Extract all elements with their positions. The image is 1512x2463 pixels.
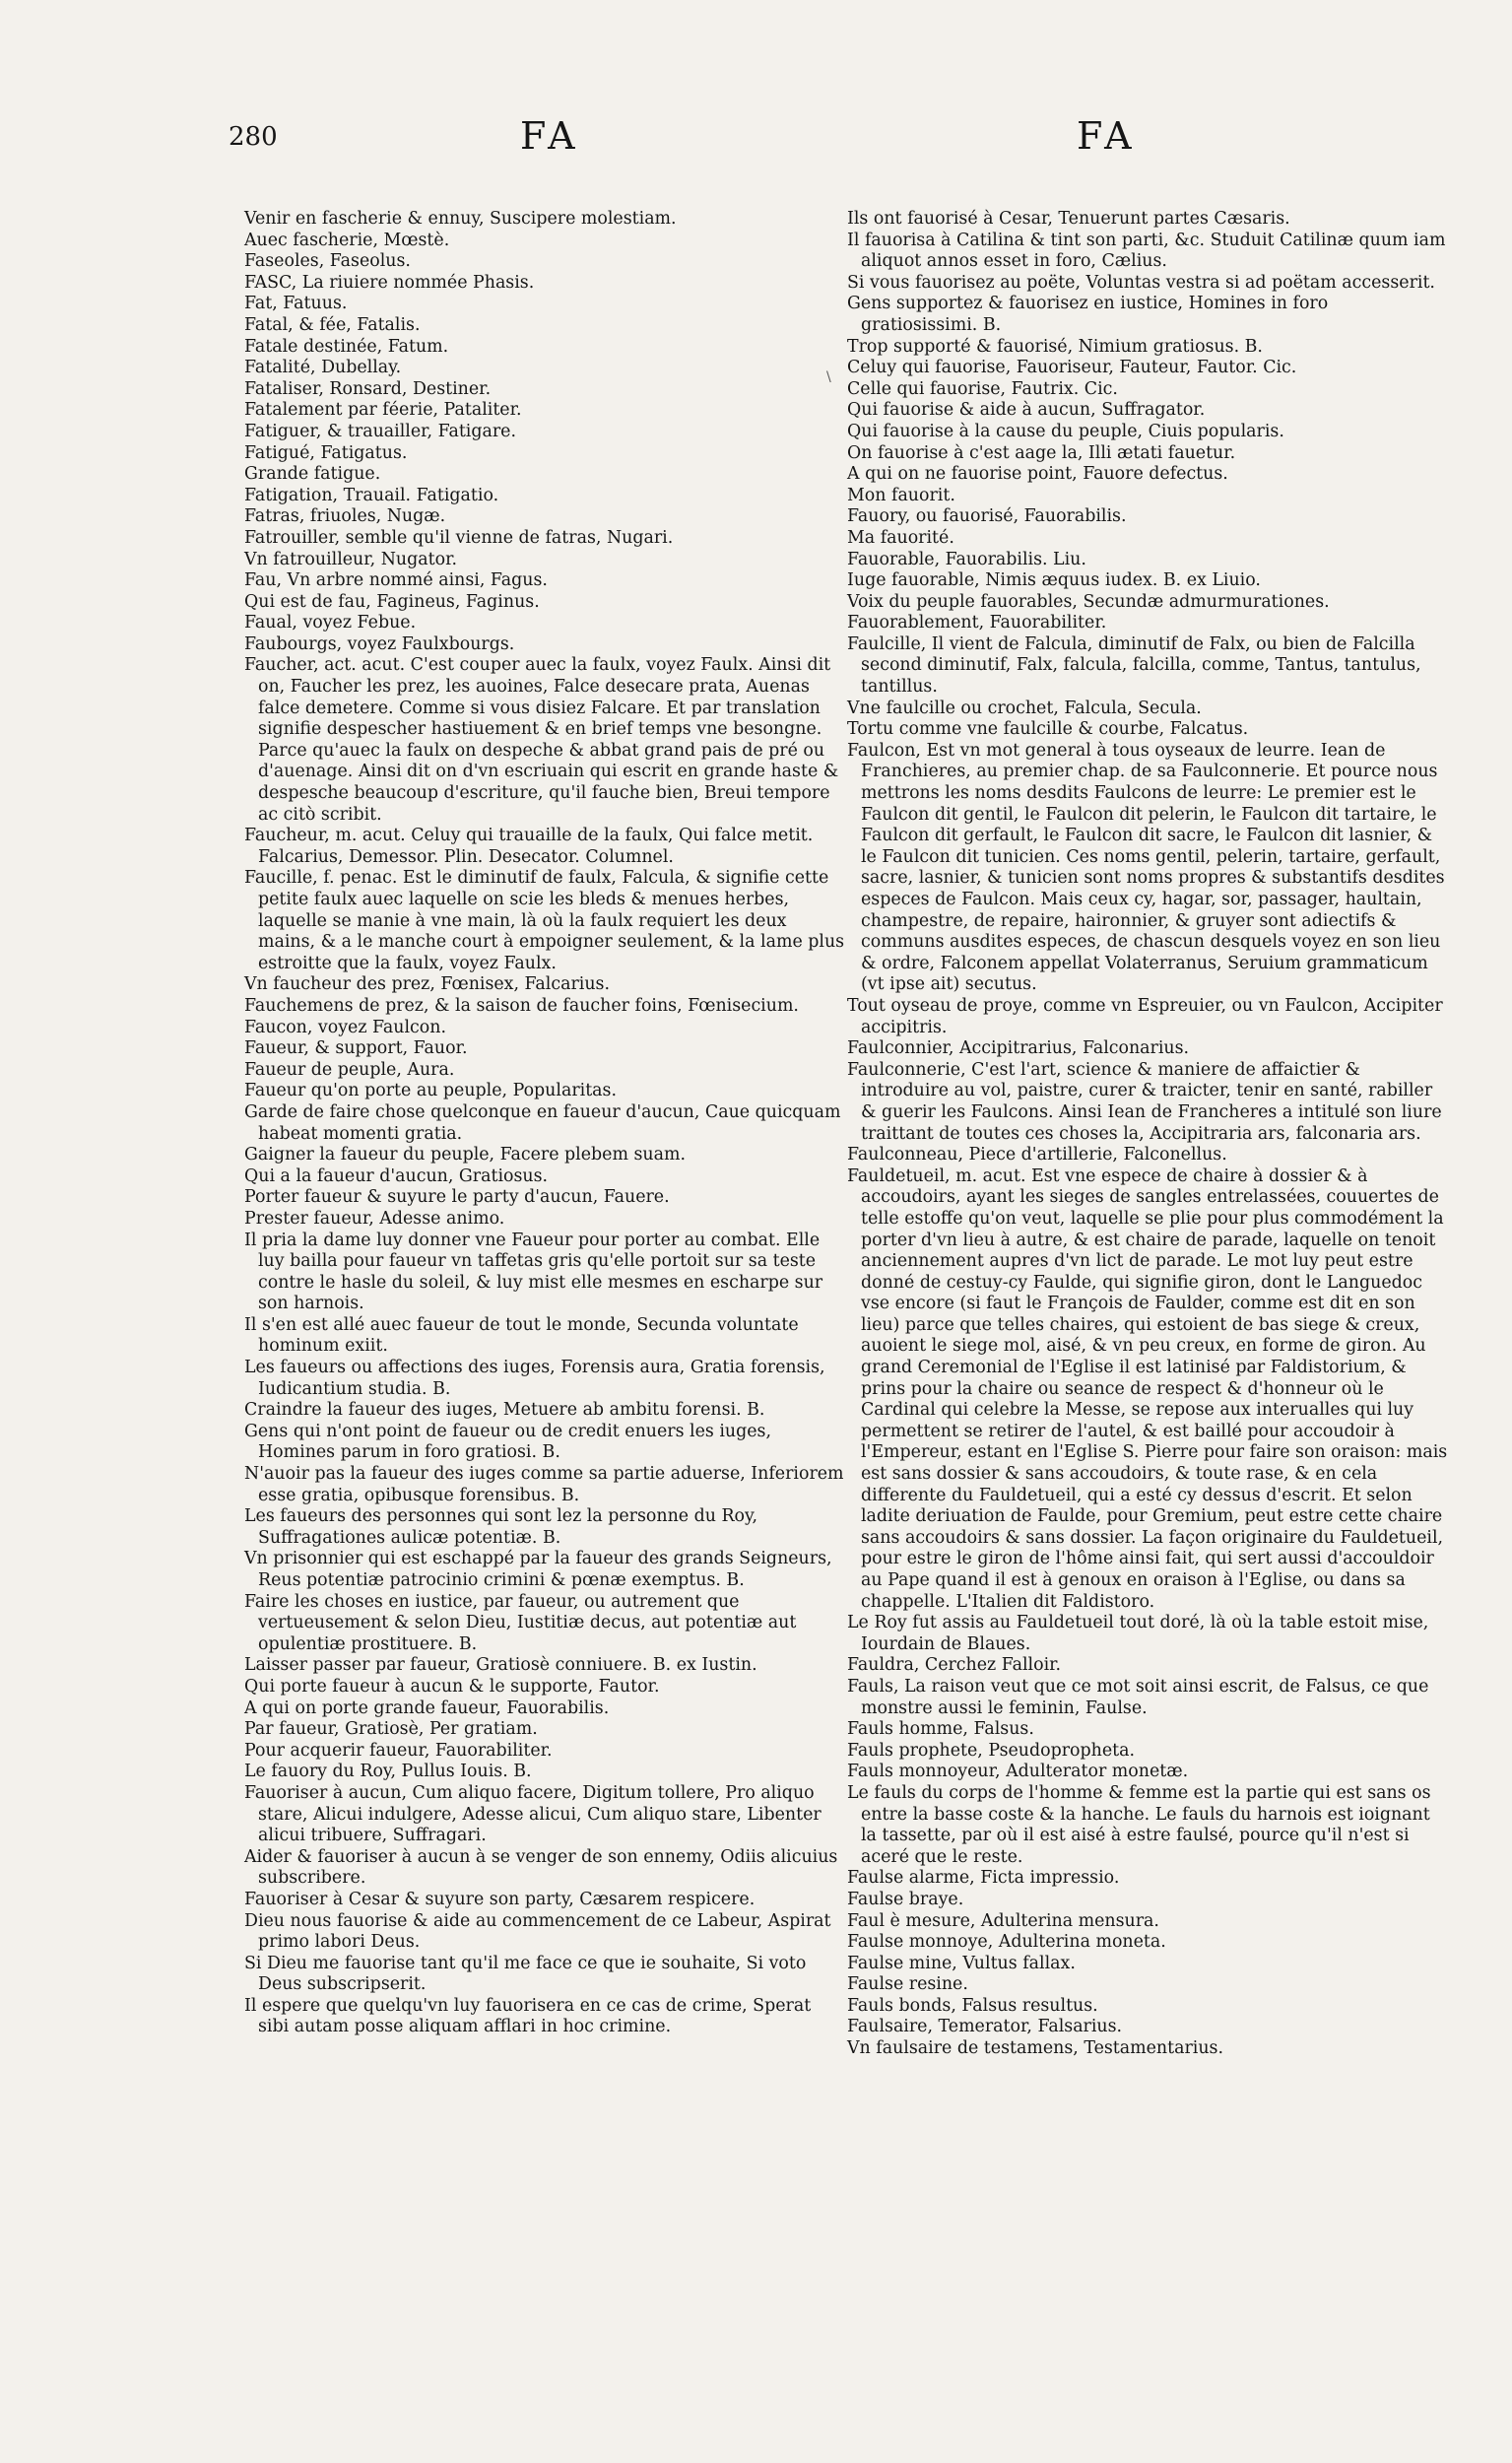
dictionary-entry: Porter faueur & suyure le party d'aucun, Fauere. xyxy=(244,1187,670,1208)
running-header-left: FA xyxy=(520,114,580,158)
dictionary-entry: Faulsaire, Temerator, Falsarius. xyxy=(847,2017,1123,2037)
dictionary-entry: Fatiguer, & trauailler, Fatigare. xyxy=(244,421,517,441)
dictionary-entry: N'auoir pas la faueur des iuges comme sa partie aduerse, Inferiorem esse gratia, opibusque forensibus. B. xyxy=(244,1464,844,1505)
dictionary-entry: Fauorablement, Fauorabiliter. xyxy=(847,613,1107,633)
dictionary-entry: Ma fauorité. xyxy=(847,527,954,548)
dictionary-entry: Gaigner la faueur du peuple, Facere plebem suam. xyxy=(244,1145,686,1165)
running-header-right: FA xyxy=(1077,114,1137,158)
dictionary-entry: Faulse monnoye, Adulterina moneta. xyxy=(847,1932,1166,1953)
dictionary-entry: Fauldra, Cerchez Falloir. xyxy=(847,1655,1062,1676)
dictionary-entry: Fauls monnoyeur, Adulterator monetæ. xyxy=(847,1762,1189,1782)
dictionary-entry: FASC, La riuiere nommée Phasis. xyxy=(244,272,535,293)
dictionary-entry: Il pria la dame luy donner vne Faueur pour porter au combat. Elle luy bailla pour faueur vn taffetas gris qu'elle portoit sur sa teste contre le hasle du soleil, & luy mist elle mesmes en escharpe sur son harnois. xyxy=(244,1230,823,1314)
dictionary-entry: Celuy qui fauorise, Fauoriseur, Fauteur, Fautor. Cic. xyxy=(847,358,1297,378)
dictionary-entry: Fauldetueil, m. acut. Est vne espece de chaire à dossier & à accoudoirs, ayant les sieges de sangles entrelassées, couuertes de telle estoffe qu'on veut, laquelle se plie pour plus commodément la porter d'vn lieu à autre, & est chaire de parade, laquelle on tenoit anciennement aupres d'vn lict de parade. Le mot luy peut estre donné de cestuy-cy Faulde, qui signifie giron, dont le Languedoc vse encore (si faut le François de Faulder, comme est dit en son lieu) parce que telles chaires, qui estoient de bas siege & creux, auoient le siege mol, aisé, & vn peu creux, en forme de giron. Au grand Ceremonial de l'Eglise il est latinisé par Faldistorium, & prins pour la chaire ou seance de respect & d'honneur où le Cardinal qui celebre la Messe, se repose aux interualles qui luy permettent se retirer de l'autel, & est baillé pour accoudoir à l'Empereur, estant en l'Eglise S. Pierre pour faire son oraison: mais est sans dossier & sans accoudoirs, & toute rase, & en cela differente du Fauldetueil, qui a esté cy dessus d'escrit. Et selon ladite deriuation de Faulde, pour Gremium, peut estre cette chaire sans accoudoirs & sans dossier. La façon originaire du Fauldetueil, pour estre le giron de l'hôme ainsi fait, qui sert aussi d'accouldoir au Pape quand il est à genoux en oraison à l'Eglise, ou dans sa chappelle. L'Italien dit Faldistoro. xyxy=(847,1165,1448,1612)
dictionary-entry: Grande fatigue. xyxy=(244,464,381,485)
dictionary-entry: Si vous fauorisez au poëte, Voluntas vestra si ad poëtam accesserit. xyxy=(847,272,1435,293)
dictionary-entry: Fauorable, Fauorabilis. Liu. xyxy=(847,549,1086,569)
dictionary-entry: Garde de faire chose quelconque en faueur d'aucun, Caue quicquam habeat momenti gratia. xyxy=(244,1101,841,1144)
dictionary-entry: Fat, Fatuus. xyxy=(244,294,348,314)
dictionary-entry: Faire les choses en iustice, par faueur, ou autrement que vertueusement & selon Dieu, Iustitiæ decus, aut potentiæ aut opulentiæ prostituere. B. xyxy=(244,1591,797,1654)
dictionary-entry: Qui fauorise à la cause du peuple, Ciuis popularis. xyxy=(847,421,1284,441)
dictionary-entry: Faueur, & support, Fauor. xyxy=(244,1038,468,1059)
dictionary-entry: Fauls prophete, Pseudopropheta. xyxy=(847,1740,1136,1761)
dictionary-entry: Faulse resine. xyxy=(847,1974,968,1995)
dictionary-entry: Fauls bonds, Falsus resultus. xyxy=(847,1995,1098,2016)
dictionary-entry: Les faueurs des personnes qui sont lez la personne du Roy, Suffragationes aulicæ potentiæ. B. xyxy=(244,1506,758,1548)
dictionary-entry: Fatale destinée, Fatum. xyxy=(244,336,449,357)
left-column xyxy=(244,209,845,2038)
dictionary-entry: A qui on porte grande faueur, Fauorabilis. xyxy=(244,1697,610,1718)
dictionary-entry: Faul è mesure, Adulterina mensura. xyxy=(847,1910,1159,1931)
dictionary-entry: Gens supportez & fauorisez en iustice, Homines in foro gratiosissimi. B. xyxy=(847,294,1329,335)
dictionary-entry: Faulconnerie, C'est l'art, science & maniere de affaictier & introduire au vol, paistre, curer & traicter, tenir en santé, rabiller & guerir les Faulcons. Ainsi Iean de Francheres a intitulé son liure traittant de toutes ces choses la, Accipitraria ars, falconaria ars. xyxy=(847,1059,1442,1144)
dictionary-entry: Qui porte faueur à aucun & le supporte, Fautor. xyxy=(244,1676,660,1697)
dictionary-entry: Prester faueur, Adesse animo. xyxy=(244,1208,505,1229)
dictionary-entry: Vn faulsaire de testamens, Testamentarius. xyxy=(847,2038,1224,2059)
dictionary-entry: Il s'en est allé auec faueur de tout le monde, Secunda voluntate hominum exiit. xyxy=(244,1314,799,1357)
dictionary-entry: Il espere que quelqu'vn luy fauorisera en ce cas de crime, Sperat sibi autam posse aliquam afflari in hoc crimine. xyxy=(244,1995,812,2037)
dictionary-entry: Vn fatrouilleur, Nugator. xyxy=(244,549,458,569)
dictionary-entry: Fatigué, Fatigatus. xyxy=(244,442,408,463)
dictionary-entry: Faueur qu'on porte au peuple, Popularitas. xyxy=(244,1081,617,1101)
dictionary-entry: Dieu nous fauorise & aide au commencement de ce Labeur, Aspirat primo labori Deus. xyxy=(244,1910,831,1953)
dictionary-entry: Ils ont fauorisé à Cesar, Tenuerunt partes Cæsaris. xyxy=(847,209,1290,229)
dictionary-entry: Il fauorisa à Catilina & tint son parti, &c. Studuit Catilinæ quum iam aliquot annos esset in foro, Cælius. xyxy=(847,230,1446,272)
dictionary-entry: Faulconnier, Accipitrarius, Falconarius. xyxy=(847,1038,1190,1059)
dictionary-entry: Le Roy fut assis au Fauldetueil tout doré, là où la table estoit mise, Iourdain de Blaues. xyxy=(847,1613,1429,1654)
dictionary-entry: Auec fascherie, Mœstè. xyxy=(244,230,450,250)
dictionary-entry: Fauoriser à Cesar & suyure son party, Cæsarem respicere. xyxy=(244,1889,756,1909)
dictionary-entry: Vn prisonnier qui est eschappé par la faueur des grands Seigneurs, Reus potentiæ patrocinio crimini & pœnæ exemptus. B. xyxy=(244,1549,832,1590)
dictionary-entry: Fatras, friuoles, Nugæ. xyxy=(244,506,446,527)
dictionary-entry: A qui on ne fauorise point, Fauore defectus. xyxy=(847,464,1228,485)
dictionary-entry: Qui est de fau, Fagineus, Faginus. xyxy=(244,591,540,612)
dictionary-entry: Tout oyseau de proye, comme vn Espreuier, ou vn Faulcon, Accipiter accipitris. xyxy=(847,995,1443,1037)
dictionary-entry: Qui a la faueur d'aucun, Gratiosus. xyxy=(244,1165,549,1186)
dictionary-entry: Venir en fascherie & ennuy, Suscipere molestiam. xyxy=(244,209,677,229)
dictionary-entry: Fauls, La raison veut que ce mot soit ainsi escrit, de Falsus, ce que monstre aussi le feminin, Faulse. xyxy=(847,1676,1429,1718)
dictionary-entry: Pour acquerir faueur, Fauorabiliter. xyxy=(244,1740,553,1761)
dictionary-entry: Faual, voyez Febue. xyxy=(244,613,417,633)
dictionary-entry: Tortu comme vne faulcille & courbe, Falcatus. xyxy=(847,719,1249,740)
dictionary-entry: Fauls homme, Falsus. xyxy=(847,1719,1034,1740)
dictionary-entry: Faubourgs, voyez Faulxbourgs. xyxy=(244,633,515,654)
dictionary-entry: Trop supporté & fauorisé, Nimium gratiosus. B. xyxy=(847,336,1263,357)
dictionary-entry: Faulconneau, Piece d'artillerie, Falconellus. xyxy=(847,1145,1227,1165)
dictionary-entry: Par faueur, Gratiosè, Per gratiam. xyxy=(244,1719,538,1740)
dictionary-entry: Fatigation, Trauail. Fatigatio. xyxy=(244,485,499,505)
dictionary-entry: Faueur de peuple, Aura. xyxy=(244,1059,455,1080)
dictionary-entry: Gens qui n'ont point de faueur ou de credit enuers les iuges, Homines parum in foro gratiosi. B. xyxy=(244,1421,771,1463)
dictionary-entry: Fau, Vn arbre nommé ainsi, Fagus. xyxy=(244,570,548,591)
dictionary-entry: On fauorise à c'est aage la, Illi ætati fauetur. xyxy=(847,442,1236,463)
dictionary-entry: Mon fauorit. xyxy=(847,485,955,505)
dictionary-entry: Si Dieu me fauorise tant qu'il me face ce que ie souhaite, Si voto Deus subscripserit. xyxy=(244,1953,807,1995)
dictionary-entry: Qui fauorise & aide à aucun, Suffragator. xyxy=(847,400,1206,421)
dictionary-entry: Faseoles, Faseolus. xyxy=(244,251,411,272)
dictionary-entry: Fatalement par féerie, Pataliter. xyxy=(244,400,522,421)
dictionary-entry: Le fauls du corps de l'homme & femme est la partie qui est sans os entre la basse coste & la hanche. Le fauls du harnois est ioignant la tassette, par où il est aisé à estre faulsé, pource qu'il n'est si aceré que le reste. xyxy=(847,1782,1431,1867)
dictionary-entry: Faucon, voyez Faulcon. xyxy=(244,1017,446,1037)
dictionary-entry: Fatrouiller, semble qu'il vienne de fatras, Nugari. xyxy=(244,527,674,548)
dictionary-entry: Celle qui fauorise, Fautrix. Cic. xyxy=(847,378,1118,399)
dictionary-entry: Fatal, & fée, Fatalis. xyxy=(244,314,421,335)
dictionary-entry: Vn faucheur des prez, Fœnisex, Falcarius. xyxy=(244,974,611,995)
dictionary-entry: Laisser passer par faueur, Gratiosè conniuere. B. ex Iustin. xyxy=(244,1655,757,1676)
dictionary-entry: Faulcille, Il vient de Falcula, diminutif de Falx, ou bien de Falcilla second diminutif, Falx, falcula, falcilla, comme, Tantus, tantulus, tantillus. xyxy=(847,633,1421,698)
dictionary-entry: Les faueurs ou affections des iuges, Forensis aura, Gratia forensis, Iudicantium studia. B. xyxy=(244,1358,825,1399)
dictionary-entry: Craindre la faueur des iuges, Metuere ab ambitu forensi. B. xyxy=(244,1400,765,1421)
dictionary-entry: Fatalité, Dubellay. xyxy=(244,358,402,378)
dictionary-entry: Faulse braye. xyxy=(847,1889,964,1909)
margin-mark: \ xyxy=(826,369,831,385)
dictionary-entry: Le fauory du Roy, Pullus Iouis. B. xyxy=(244,1762,532,1782)
dictionary-entry: Faulse mine, Vultus fallax. xyxy=(847,1953,1076,1973)
dictionary-entry: Voix du peuple fauorables, Secundæ admurmurationes. xyxy=(847,591,1330,612)
dictionary-entry: Fataliser, Ronsard, Destiner. xyxy=(244,378,492,399)
dictionary-entry: Iuge fauorable, Nimis æquus iudex. B. ex Liuio. xyxy=(847,570,1261,591)
dictionary-entry: Faulcon, Est vn mot general à tous oyseaux de leurre. Iean de Franchieres, au premier chap. de sa Faulconnerie. Et pource nous mettrons les noms desdits Faulcons de leurre: Le premier est le Faulcon dit gentil, le Faulcon dit pelerin, le Faulcon dit tartaire, le Faulcon dit gerfault, le Faulcon dit sacre, le Faulcon dit lasnier, & le Faulcon dit tunicien. Ces noms gentil, pelerin, tartaire, gerfault, sacre, lasnier, & tunicien sont noms propres & substantifs desdites especes de Faulcon. Mais ceux cy, hagar, sor, passager, haultain, champestre, de repaire, haironnier, & gruyer sont adiectifs & communs ausdites especes, de chascun desquels voyez en son lieu & ordre, Falconem appellat Volaterranus, Seruium grammaticum (vt ipse ait) secutus. xyxy=(847,740,1445,995)
dictionary-entry: Faucheur, m. acut. Celuy qui trauaille de la faulx, Qui falce metit. Falcarius, Demessor. Plin. Desecator. Columnel. xyxy=(244,826,814,867)
page-number: 280 xyxy=(229,122,278,152)
dictionary-entry: Aider & fauoriser à aucun à se venger de son ennemy, Odiis alicuius subscribere. xyxy=(244,1846,838,1889)
dictionary-entry: Vne faulcille ou crochet, Falcula, Secula. xyxy=(847,698,1202,718)
dictionary-entry: Fauory, ou fauorisé, Fauorabilis. xyxy=(847,506,1127,527)
dictionary-entry: Faucille, f. penac. Est le diminutif de faulx, Falcula, & signifie cette petite faulx auec laquelle on scie les bleds & menues herbes, laquelle se manie à vne main, là où la faulx requiert les deux mains, & a le manche court à empoigner seulement, & la lame plus estroitte que la faulx, voyez Faulx. xyxy=(244,868,845,973)
dictionary-entry: Fauchemens de prez, & la saison de faucher foins, Fœnisecium. xyxy=(244,995,799,1016)
dictionary-entry: Faucher, act. acut. C'est couper auec la faulx, voyez Faulx. Ainsi dit on, Faucher les prez, les auoines, Falce desecare prata, Auenas falce demetere. Comme si vous disiez Falcare. Et par translation signifie despescher hastiuement & en brief temps vne besongne. Parce qu'auec la faulx on despeche & abbat grand pais de pré ou d'auenage. Ainsi dit on d'vn escriuain qui escrit en grande haste & despesche beaucoup d'escriture, qu'il fauche bien, Breui tempore ac citò scribit. xyxy=(244,655,839,825)
dictionary-entry: Faulse alarme, Ficta impressio. xyxy=(847,1868,1120,1889)
dictionary-entry: Fauoriser à aucun, Cum aliquo facere, Digitum tollere, Pro aliquo stare, Alicui indulgere, Adesse alicui, Cum aliquo stare, Libenter alicui tribuere, Suffragari. xyxy=(244,1782,822,1846)
right-column xyxy=(847,209,1448,2060)
